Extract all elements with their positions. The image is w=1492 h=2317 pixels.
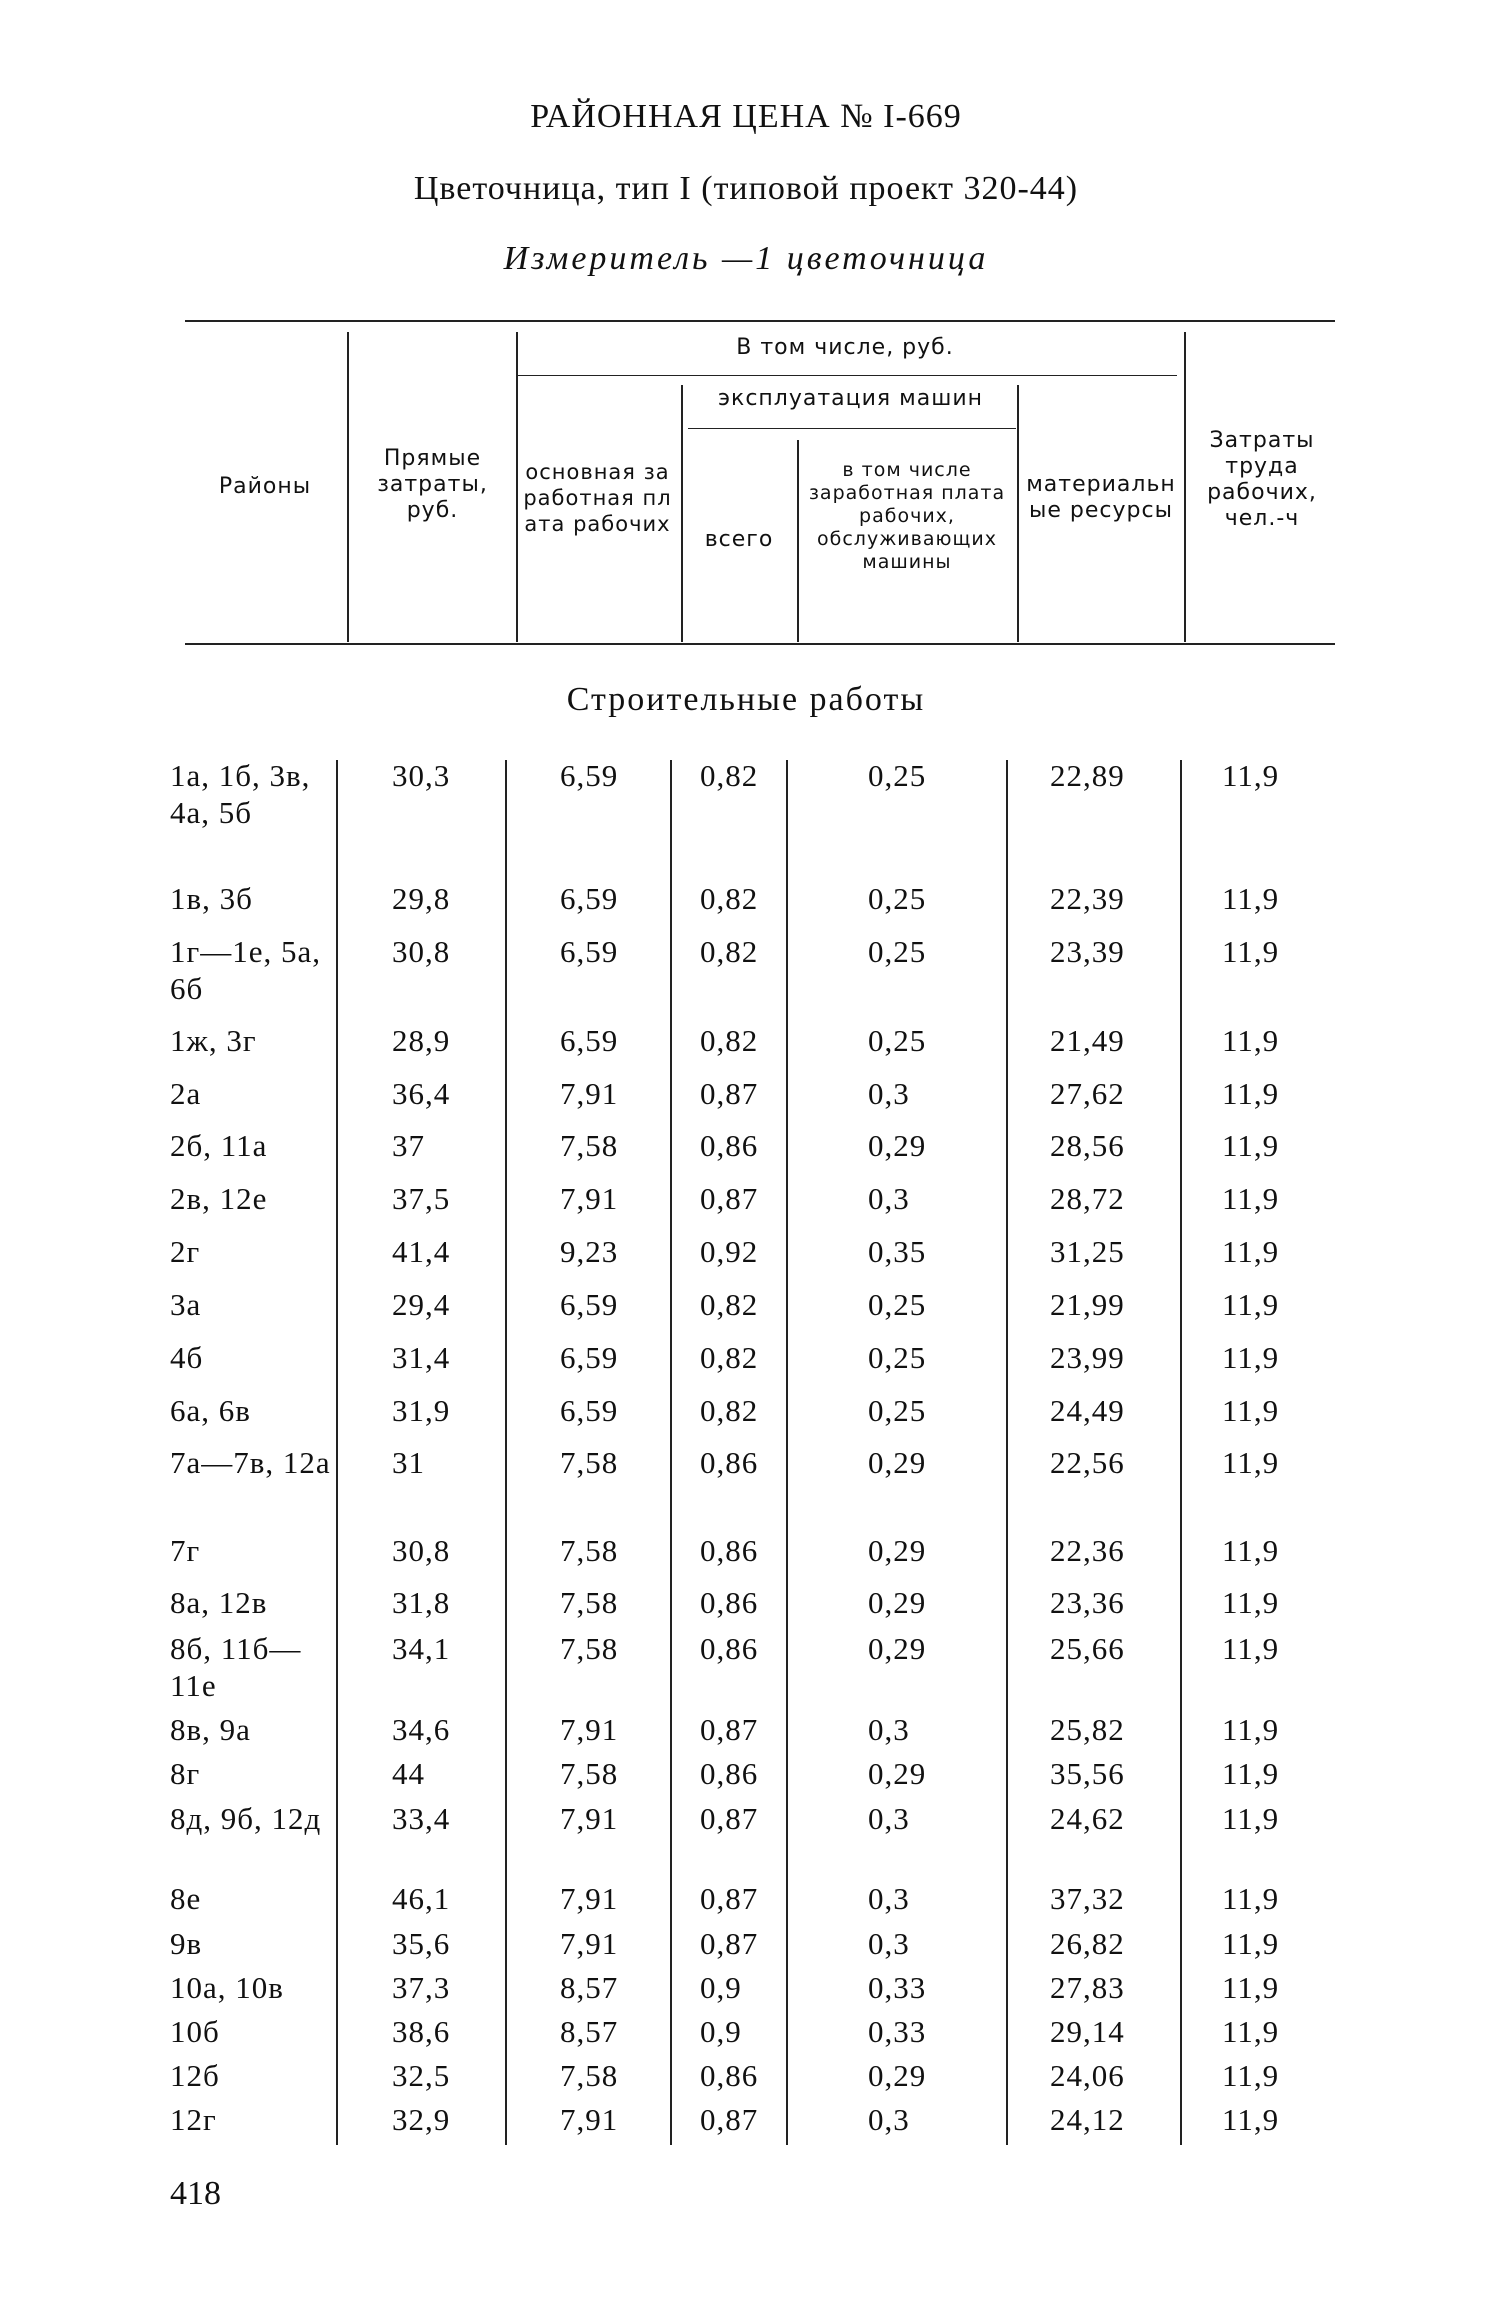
row-value-direct: 31: [392, 1445, 425, 1480]
row-value-labor: 11,9: [1222, 1234, 1280, 1269]
row-value-wage: 7,91: [560, 1801, 619, 1836]
row-value-labor: 11,9: [1222, 1023, 1280, 1058]
row-value-wage: 6,59: [560, 758, 619, 793]
row-region: 6а, 6в: [170, 1393, 251, 1428]
row-value-wage: 7,91: [560, 1926, 619, 1961]
row-value-labor: 11,9: [1222, 1287, 1280, 1322]
row-value-total: 0,86: [700, 1533, 759, 1568]
row-value-labor: 11,9: [1222, 1393, 1280, 1428]
row-value-direct: 41,4: [392, 1234, 451, 1269]
row-region: 2в, 12е: [170, 1181, 268, 1216]
row-value-mwage: 0,25: [868, 934, 927, 969]
row-value-labor: 11,9: [1222, 2014, 1280, 2049]
row-value-labor: 11,9: [1222, 1881, 1280, 1916]
row-value-total: 0,87: [700, 1181, 759, 1216]
row-value-materials: 35,56: [1050, 1756, 1125, 1791]
row-value-mwage: 0,3: [868, 1076, 910, 1111]
row-value-wage: 7,58: [560, 1128, 619, 1163]
row-value-mwage: 0,33: [868, 1970, 927, 2005]
row-value-labor: 11,9: [1222, 934, 1280, 969]
row-value-labor: 11,9: [1222, 1076, 1280, 1111]
row-value-mwage: 0,3: [868, 1801, 910, 1836]
row-value-labor: 11,9: [1222, 1340, 1280, 1375]
row-region: 12б: [170, 2058, 220, 2093]
row-value-materials: 31,25: [1050, 1234, 1125, 1269]
header-regions: Районы: [218, 474, 312, 499]
row-value-materials: 23,36: [1050, 1585, 1125, 1620]
row-value-wage: 8,57: [560, 2014, 619, 2049]
row-value-direct: 33,4: [392, 1801, 451, 1836]
row-value-direct: 29,4: [392, 1287, 451, 1322]
row-value-total: 0,87: [700, 1801, 759, 1836]
header-machine-wage: в том числе заработная плата рабочих, обслуживающих машины: [808, 459, 1006, 573]
row-value-wage: 7,58: [560, 1585, 619, 1620]
row-region: 1а, 1б, 3в, 4а, 5б: [170, 758, 311, 830]
row-value-mwage: 0,3: [868, 1181, 910, 1216]
row-value-labor: 11,9: [1222, 2102, 1280, 2137]
row-value-labor: 11,9: [1222, 1926, 1280, 1961]
row-value-wage: 6,59: [560, 881, 619, 916]
row-value-total: 0,82: [700, 934, 759, 969]
row-value-direct: 32,9: [392, 2102, 451, 2137]
measure-unit: Измеритель —1 цветочница: [503, 240, 989, 277]
row-value-mwage: 0,29: [868, 1631, 927, 1666]
row-region: 8д, 9б, 12д: [170, 1801, 322, 1836]
row-value-labor: 11,9: [1222, 1533, 1280, 1568]
row-value-direct: 28,9: [392, 1023, 451, 1058]
row-value-wage: 6,59: [560, 1023, 619, 1058]
row-value-labor: 11,9: [1222, 1445, 1280, 1480]
header-including: В том числе, руб.: [736, 335, 954, 360]
header-materials: материальные ресурсы: [1026, 472, 1176, 523]
row-value-materials: 29,14: [1050, 2014, 1125, 2049]
row-value-labor: 11,9: [1222, 1756, 1280, 1791]
row-value-total: 0,86: [700, 1585, 759, 1620]
row-value-total: 0,86: [700, 1128, 759, 1163]
row-value-direct: 36,4: [392, 1076, 451, 1111]
row-value-total: 0,82: [700, 1393, 759, 1428]
row-value-total: 0,9: [700, 1970, 742, 2005]
row-value-wage: 9,23: [560, 1234, 619, 1269]
row-region: 2г: [170, 1234, 201, 1269]
row-value-total: 0,87: [700, 1076, 759, 1111]
row-value-total: 0,82: [700, 1287, 759, 1322]
row-region: 8б, 11б— 11е: [170, 1631, 302, 1703]
row-value-materials: 21,99: [1050, 1287, 1125, 1322]
row-value-wage: 8,57: [560, 1970, 619, 2005]
row-value-materials: 23,39: [1050, 934, 1125, 969]
price-title: РАЙОННАЯ ЦЕНА № I-669: [530, 98, 962, 135]
row-value-direct: 31,9: [392, 1393, 451, 1428]
row-value-mwage: 0,25: [868, 1287, 927, 1322]
row-value-direct: 34,6: [392, 1712, 451, 1747]
row-value-materials: 23,99: [1050, 1340, 1125, 1375]
row-value-wage: 7,58: [560, 1445, 619, 1480]
row-value-materials: 25,66: [1050, 1631, 1125, 1666]
header-labor: Затраты труда рабочих, чел.-ч: [1207, 428, 1317, 531]
header-base-wage: основная заработная плата рабочих: [523, 460, 672, 536]
row-value-total: 0,82: [700, 881, 759, 916]
row-region: 2б, 11а: [170, 1128, 268, 1163]
row-value-materials: 22,36: [1050, 1533, 1125, 1568]
row-value-mwage: 0,29: [868, 1756, 927, 1791]
row-value-wage: 7,91: [560, 1076, 619, 1111]
row-value-labor: 11,9: [1222, 1712, 1280, 1747]
section-title: Строительные работы: [566, 681, 926, 718]
row-value-mwage: 0,25: [868, 758, 927, 793]
row-value-materials: 28,56: [1050, 1128, 1125, 1163]
row-value-wage: 7,91: [560, 2102, 619, 2137]
row-value-total: 0,82: [700, 1340, 759, 1375]
row-value-direct: 44: [392, 1756, 425, 1791]
row-value-total: 0,82: [700, 758, 759, 793]
price-subtitle: Цветочница, тип I (типовой проект 320-44): [413, 170, 1079, 207]
row-value-materials: 25,82: [1050, 1712, 1125, 1747]
header-machine-operation: эксплуатация машин: [717, 386, 984, 411]
page-number: 418: [170, 2175, 221, 2212]
row-value-materials: 27,62: [1050, 1076, 1125, 1111]
row-region: 12г: [170, 2102, 217, 2137]
row-value-total: 0,87: [700, 2102, 759, 2137]
row-value-labor: 11,9: [1222, 1631, 1280, 1666]
row-value-labor: 11,9: [1222, 1801, 1280, 1836]
row-region: 9в: [170, 1926, 203, 1961]
row-value-labor: 11,9: [1222, 881, 1280, 916]
row-value-direct: 38,6: [392, 2014, 451, 2049]
header-machine-total: всего: [704, 527, 774, 552]
row-value-wage: 6,59: [560, 1340, 619, 1375]
row-value-mwage: 0,29: [868, 1128, 927, 1163]
row-value-total: 0,87: [700, 1881, 759, 1916]
row-region: 10а, 10в: [170, 1970, 284, 2005]
row-region: 8в, 9а: [170, 1712, 251, 1747]
row-value-wage: 7,91: [560, 1181, 619, 1216]
row-value-labor: 11,9: [1222, 758, 1280, 793]
row-value-total: 0,87: [700, 1712, 759, 1747]
row-value-total: 0,9: [700, 2014, 742, 2049]
row-value-total: 0,82: [700, 1023, 759, 1058]
row-value-wage: 6,59: [560, 934, 619, 969]
row-value-direct: 30,8: [392, 934, 451, 969]
row-value-mwage: 0,25: [868, 1393, 927, 1428]
row-value-direct: 37,3: [392, 1970, 451, 2005]
row-value-direct: 35,6: [392, 1926, 451, 1961]
row-value-wage: 7,91: [560, 1881, 619, 1916]
row-region: 10б: [170, 2014, 220, 2049]
row-value-mwage: 0,35: [868, 1234, 927, 1269]
row-value-materials: 24,06: [1050, 2058, 1125, 2093]
row-region: 8г: [170, 1756, 201, 1791]
row-value-mwage: 0,3: [868, 2102, 910, 2137]
row-value-mwage: 0,25: [868, 1023, 927, 1058]
row-value-materials: 24,49: [1050, 1393, 1125, 1428]
row-value-materials: 21,49: [1050, 1023, 1125, 1058]
row-value-wage: 7,58: [560, 1631, 619, 1666]
row-value-direct: 37,5: [392, 1181, 451, 1216]
row-value-wage: 7,91: [560, 1712, 619, 1747]
row-value-materials: 22,56: [1050, 1445, 1125, 1480]
row-value-direct: 29,8: [392, 881, 451, 916]
row-value-mwage: 0,3: [868, 1926, 910, 1961]
row-value-materials: 28,72: [1050, 1181, 1125, 1216]
row-value-wage: 6,59: [560, 1287, 619, 1322]
row-region: 3а: [170, 1287, 202, 1322]
row-value-direct: 32,5: [392, 2058, 451, 2093]
row-value-mwage: 0,29: [868, 2058, 927, 2093]
row-value-direct: 31,4: [392, 1340, 451, 1375]
row-region: 4б: [170, 1340, 204, 1375]
row-region: 2а: [170, 1076, 202, 1111]
row-value-materials: 24,12: [1050, 2102, 1125, 2137]
row-value-labor: 11,9: [1222, 1128, 1280, 1163]
row-value-mwage: 0,29: [868, 1533, 927, 1568]
row-value-direct: 30,8: [392, 1533, 451, 1568]
row-value-direct: 46,1: [392, 1881, 451, 1916]
row-value-total: 0,87: [700, 1926, 759, 1961]
row-value-wage: 7,58: [560, 1756, 619, 1791]
row-value-direct: 37: [392, 1128, 425, 1163]
row-value-materials: 24,62: [1050, 1801, 1125, 1836]
row-value-total: 0,92: [700, 1234, 759, 1269]
row-value-total: 0,86: [700, 1445, 759, 1480]
row-value-total: 0,86: [700, 1631, 759, 1666]
row-value-mwage: 0,33: [868, 2014, 927, 2049]
row-region: 1г—1е, 5а, 6б: [170, 934, 321, 1006]
row-value-wage: 6,59: [560, 1393, 619, 1428]
row-value-labor: 11,9: [1222, 1585, 1280, 1620]
row-value-mwage: 0,25: [868, 1340, 927, 1375]
row-value-labor: 11,9: [1222, 1970, 1280, 2005]
row-region: 8е: [170, 1881, 202, 1916]
row-value-materials: 22,39: [1050, 881, 1125, 916]
row-value-labor: 11,9: [1222, 1181, 1280, 1216]
row-value-materials: 37,32: [1050, 1881, 1125, 1916]
row-value-mwage: 0,3: [868, 1881, 910, 1916]
row-value-mwage: 0,29: [868, 1585, 927, 1620]
row-value-mwage: 0,29: [868, 1445, 927, 1480]
row-value-labor: 11,9: [1222, 2058, 1280, 2093]
row-value-total: 0,86: [700, 2058, 759, 2093]
row-value-materials: 27,83: [1050, 1970, 1125, 2005]
row-region: 1в, 3б: [170, 881, 253, 916]
row-value-mwage: 0,3: [868, 1712, 910, 1747]
row-region: 7г: [170, 1533, 201, 1568]
header-direct-costs: Прямые затраты, руб.: [377, 446, 488, 523]
row-region: 8а, 12в: [170, 1585, 268, 1620]
row-value-materials: 22,89: [1050, 758, 1125, 793]
row-value-wage: 7,58: [560, 1533, 619, 1568]
row-value-wage: 7,58: [560, 2058, 619, 2093]
row-value-materials: 26,82: [1050, 1926, 1125, 1961]
row-value-total: 0,86: [700, 1756, 759, 1791]
row-value-mwage: 0,25: [868, 881, 927, 916]
row-value-direct: 31,8: [392, 1585, 451, 1620]
row-value-direct: 34,1: [392, 1631, 451, 1666]
row-region: 1ж, 3г: [170, 1023, 257, 1058]
row-region: 7а—7в, 12а: [170, 1445, 331, 1480]
row-value-direct: 30,3: [392, 758, 451, 793]
